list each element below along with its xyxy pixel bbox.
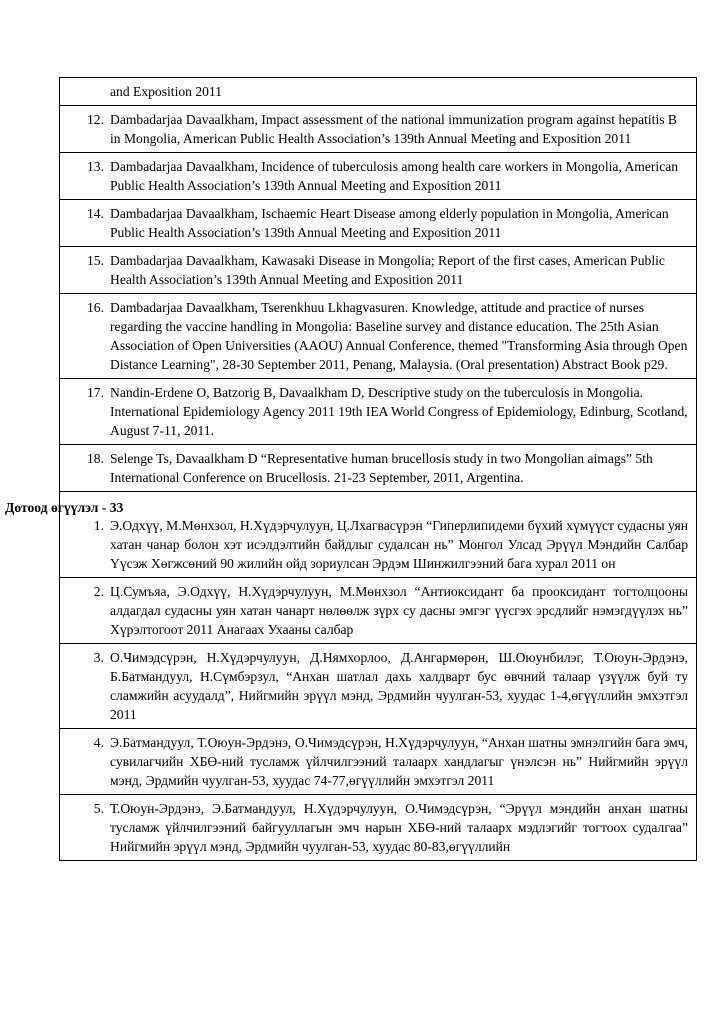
list-item (60, 648, 688, 724)
list-item (60, 733, 688, 790)
entry-text: Dambadarjaa Davaalkham, Incidence of tuberculosis among health care workers in Mongolia, American Public Health Association’s 139th Annual Meeting and Exposition 2011 (110, 159, 679, 193)
entry-number: 1. (93, 518, 104, 533)
table-row (60, 578, 696, 644)
entry-text: Э.Батмандуул, Т.Оюун-Эрдэнэ, О.Чимэдсүрэн, Н.Хүдэрчулуун, “Анхан шатны эмнэлгийн бага эмч, сувилагчийн ХБӨ-ний тусламж үйлчилгээний талаарх хандлагыг үнэлсэн нь” Нийгмийн эрүүл мэнд, Эрдмийн чуулган-53, хуудас 74-77,өгүүллийн эмхэтгэл 2011 (110, 735, 688, 788)
table-row (60, 729, 696, 795)
entry-number: 12. (87, 112, 104, 127)
table-row (60, 795, 696, 861)
entry-text: Dambadarjaa Davaalkham, Ischaemic Heart Disease among elderly population in Mongolia, American Public Health Association’s 139th Annual Meeting and Exposition 2011 (110, 206, 669, 240)
entry-number: 18. (87, 451, 104, 466)
entry-number: 14. (87, 206, 104, 221)
table-row (60, 294, 696, 379)
section-heading (1, 496, 688, 516)
list-item (60, 449, 688, 487)
list-item (60, 204, 688, 242)
table-row (60, 106, 696, 153)
entry-text: and Exposition 2011 (110, 84, 223, 99)
list-item (60, 157, 688, 195)
entry-number: 2. (93, 584, 104, 599)
entry-text: Dambadarjaa Davaalkham, Tserenkhuu Lkhagvasuren. Knowledge, attitude and practice of nurses regarding the vaccine handling in Mongolia: Baseline survey and distance education. The 25th Asian Association of Open Universities (AAOU) Annual Conference, themed "Transforming Asia through Open Distance Learning", 28-30 September 2011, Penang, Malaysia. (Oral presentation) Abstract Book p29. (110, 300, 688, 372)
table-row (60, 644, 696, 729)
entry-number: 13. (87, 159, 104, 174)
list-item (60, 383, 688, 440)
entry-number: 16. (87, 300, 104, 315)
entry-text: Nandin-Erdene O, Batzorig B, Davaalkham D, Descriptive study on the tuberculosis in Mongolia. International Epidemiology Agency 2011 19th IEA World Congress of Epidemiology, Edinburg, Scotland, August 7-11, 2011. (110, 385, 688, 438)
entry-number: 3. (93, 650, 104, 665)
publications-table (5, 77, 697, 861)
table-row (60, 379, 696, 445)
entry-text: Ц.Сумъяа, Э.Одхүү, Н.Хүдэрчулуун, М.Мөнхзол “Антиоксидант ба прооксидант тогтолцооны алдагдал судасны уян хатан чанарт нөлөөлж зүрх су дасны эмгэг үүсгэх эрсдлийг нэмэгдүүлэх нь” Хүрэлтогоот 2011 Анагаах Ухааны салбар (110, 584, 688, 637)
entry-text: Э.Одхүү, М.Мөнхзол, Н.Хүдэрчулуун, Ц.Лхагвасүрэн “Гиперлипидеми бүхий хүмүүст судасны уян хатан чанар болон хэт исэлдэлтийн байдлыг судалсан нь” Монгол Улсад Эрүүл Мэндийн Салбар Үүсэж Хөгжсөний 90 жилийн ойд зориулсан Эрдэм Шинжилгээний бага хурал 2011 он (110, 518, 688, 571)
entry-text: О.Чимэдсүрэн, Н.Хүдэрчулуун, Д.Нямхорлоо, Д.Ангармөрөн, Ш.Оюунбилэг, Т.Оюун-Эрдэнэ, Б.Батмандуул, Н.Сүмбэрзул, “Анхан шатлал дахь халдварт бус өвчний талаар үзүүлж буй ту сламжийн асуудалд”, Нийгмийн эрүүл мэнд, Эрдмийн чуулган-53, хуудас 1-4,өгүүллийн эмхэтгэл 2011 (110, 650, 688, 722)
list-item (60, 799, 688, 856)
list-item (60, 582, 688, 639)
entry-number: 5. (93, 801, 104, 816)
entry-number: 17. (87, 385, 104, 400)
table-row (60, 445, 696, 492)
list-item (60, 82, 688, 101)
table-row (5, 492, 696, 578)
entry-number: 15. (87, 253, 104, 268)
entry-text: Т.Оюун-Эрдэнэ, Э.Батмандуул, Н.Хүдэрчулуун, О.Чимэдсүрэн, “Эрүүл мэндийн анхан шатны тусламж үйлчилгээний байгууллагын эмч нарын ХБӨ-ний талаарх мэдлэгийг тогтоох судалгаа” Нийгмийн эрүүл мэнд, Эрдмийн чуулган-53, хуудас 80-83,өгүүллийн (110, 801, 688, 854)
list-item (60, 298, 688, 374)
table-row (60, 200, 696, 247)
table-row (60, 78, 696, 106)
entry-text: Selenge Ts, Davaalkham D “Representative human brucellosis study in two Mongolian aimags” 5th International Conference on Brucellosis. 21-23 September, 2011, Argentina. (110, 451, 653, 485)
list-item (60, 110, 688, 148)
entry-text: Dambadarjaa Davaalkham, Impact assessment of the national immunization program against hepatitis B in Mongolia, American Public Health Association’s 139th Annual Meeting and Exposition 2011 (110, 112, 677, 146)
list-item (60, 516, 688, 573)
entry-number: 4. (93, 735, 104, 750)
table-row (60, 153, 696, 200)
entry-text: Dambadarjaa Davaalkham, Kawasaki Disease in Mongolia; Report of the first cases, American Public Health Association’s 139th Annual Meeting and Exposition 2011 (110, 253, 665, 287)
list-item (60, 251, 688, 289)
section-heading-text: Дотоод өгүүлэл - 33 (5, 500, 124, 515)
table-row (60, 247, 696, 294)
